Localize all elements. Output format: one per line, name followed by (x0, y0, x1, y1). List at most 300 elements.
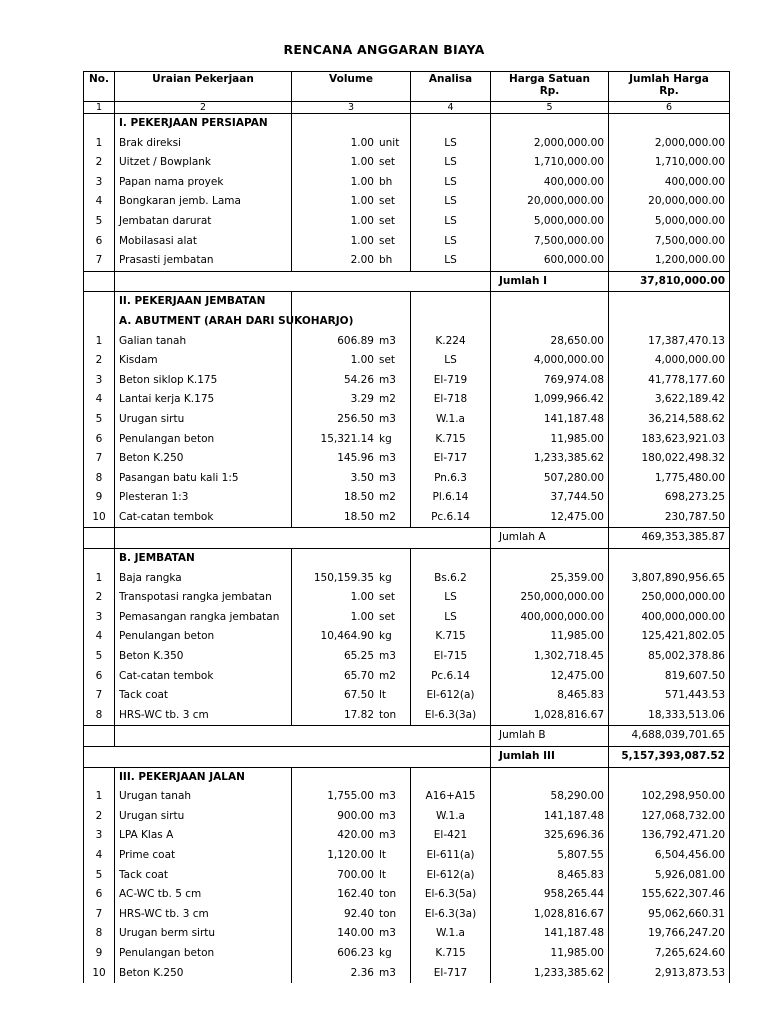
row-no: 6 (84, 667, 115, 687)
volume-wrap (292, 905, 410, 925)
item-total-price: 102,298,950.00 (609, 787, 730, 807)
item-analisa: Pc.6.14 (411, 508, 491, 528)
volume-wrap (292, 706, 410, 726)
volume-wrap (292, 488, 410, 508)
subtotal-spacer (84, 747, 491, 768)
volume-quantity: 92.40 (343, 907, 374, 920)
volume-unit: m2 (379, 510, 396, 523)
item-analisa: El-717 (411, 964, 491, 984)
item-volume (292, 371, 411, 391)
item-analisa: Pl.6.14 (411, 488, 491, 508)
volume-quantity: 150,159.35 (313, 571, 374, 584)
item-total-price: 183,623,921.03 (609, 430, 730, 450)
section-row (84, 292, 730, 312)
empty-cell (491, 767, 609, 787)
item-analisa: El-612(a) (411, 866, 491, 886)
volume-quantity: 3.50 (350, 471, 374, 484)
subtotal-row (84, 726, 730, 747)
item-analisa: El-719 (411, 371, 491, 391)
row-no: 5 (84, 647, 115, 667)
row-no: 6 (84, 885, 115, 905)
table-row (84, 866, 730, 886)
table-row (84, 706, 730, 726)
volume-wrap (292, 449, 410, 469)
item-description: Plesteran 1:3 (115, 488, 292, 508)
item-unit-price: 28,650.00 (491, 332, 609, 352)
item-total-price: 7,500,000.00 (609, 232, 730, 252)
row-no: 3 (84, 173, 115, 193)
table-row (84, 826, 730, 846)
item-unit-price: 5,807.55 (491, 846, 609, 866)
item-total-price: 127,068,732.00 (609, 807, 730, 827)
item-total-price: 36,214,588.62 (609, 410, 730, 430)
item-description: AC-WC tb. 5 cm (115, 885, 292, 905)
volume-quantity: 700.00 (337, 868, 374, 881)
volume-unit: kg (379, 630, 392, 643)
item-unit-price: 5,000,000.00 (491, 212, 609, 232)
item-total-price: 180,022,498.32 (609, 449, 730, 469)
volume-quantity: 1.00 (350, 214, 374, 227)
item-unit-price: 1,028,816.67 (491, 706, 609, 726)
volume-wrap (292, 134, 410, 154)
item-total-price: 19,766,247.20 (609, 924, 730, 944)
item-total-price: 230,787.50 (609, 508, 730, 528)
item-description: Brak direksi (115, 134, 292, 154)
item-unit-price: 7,500,000.00 (491, 232, 609, 252)
item-volume (292, 351, 411, 371)
volume-wrap (292, 232, 410, 252)
row-no (84, 767, 115, 787)
table-row (84, 807, 730, 827)
item-volume (292, 232, 411, 252)
item-volume (292, 686, 411, 706)
volume-unit: m3 (379, 790, 396, 803)
item-description: Tack coat (115, 686, 292, 706)
volume-unit: lt (379, 848, 387, 861)
item-analisa: K.224 (411, 332, 491, 352)
volume-quantity: 18.50 (343, 491, 374, 504)
table-row (84, 410, 730, 430)
header-harga-satuan: Harga Satuan Rp. (491, 72, 609, 102)
table-row (84, 251, 730, 271)
item-unit-price: 4,000,000.00 (491, 351, 609, 371)
section-title: A. ABUTMENT (ARAH DARI SUKOHARJO) (115, 312, 292, 332)
volume-wrap (292, 826, 410, 846)
empty-cell (609, 549, 730, 569)
volume-unit: ton (379, 708, 397, 721)
item-description: Beton siklop K.175 (115, 371, 292, 391)
volume-quantity: 10,464.90 (320, 630, 374, 643)
volume-unit: set (379, 610, 396, 623)
volume-unit: m2 (379, 393, 396, 406)
table-row (84, 667, 730, 687)
subtotal-value: 469,353,385.87 (609, 528, 730, 549)
item-analisa: W.1.a (411, 924, 491, 944)
volume-wrap (292, 371, 410, 391)
item-total-price: 136,792,471.20 (609, 826, 730, 846)
item-analisa: K.715 (411, 430, 491, 450)
volume-unit: set (379, 234, 396, 247)
item-volume (292, 173, 411, 193)
column-number: 1 (84, 102, 115, 114)
item-unit-price: 1,710,000.00 (491, 153, 609, 173)
table-row (84, 449, 730, 469)
volume-unit: m3 (379, 471, 396, 484)
volume-wrap (292, 924, 410, 944)
volume-quantity: 1.00 (350, 610, 374, 623)
empty-cell (292, 549, 411, 569)
volume-wrap (292, 608, 410, 628)
item-volume (292, 608, 411, 628)
row-no: 4 (84, 390, 115, 410)
row-no (84, 312, 115, 332)
item-total-price: 155,622,307.46 (609, 885, 730, 905)
header-analisa: Analisa (411, 72, 491, 102)
row-no: 8 (84, 924, 115, 944)
empty-cell (491, 114, 609, 134)
subtotal-label: Jumlah III (491, 747, 609, 768)
volume-wrap (292, 332, 410, 352)
item-description: Baja rangka (115, 569, 292, 589)
volume-quantity: 67.50 (343, 689, 374, 702)
volume-wrap (292, 569, 410, 589)
subtotal-spacer (84, 271, 115, 292)
item-description: Galian tanah (115, 332, 292, 352)
table-row (84, 885, 730, 905)
item-volume (292, 866, 411, 886)
item-unit-price: 8,465.83 (491, 686, 609, 706)
row-no: 1 (84, 787, 115, 807)
subtotal-value: 37,810,000.00 (609, 271, 730, 292)
row-no: 10 (84, 964, 115, 984)
item-analisa: El-718 (411, 390, 491, 410)
section-title: I. PEKERJAAN PERSIAPAN (115, 114, 292, 134)
subtotal-label: Jumlah A (491, 528, 609, 549)
item-description: Pemasangan rangka jembatan (115, 608, 292, 628)
volume-unit: set (379, 156, 396, 169)
empty-cell (411, 114, 491, 134)
subtotal-spacer (115, 271, 491, 292)
volume-unit: m3 (379, 650, 396, 663)
empty-cell (411, 549, 491, 569)
volume-wrap (292, 944, 410, 964)
item-unit-price: 1,028,816.67 (491, 905, 609, 925)
row-no: 7 (84, 449, 115, 469)
item-total-price: 41,778,177.60 (609, 371, 730, 391)
section-title: B. JEMBATAN (115, 549, 292, 569)
item-total-price: 7,265,624.60 (609, 944, 730, 964)
volume-unit: unit (379, 136, 400, 149)
row-no: 1 (84, 332, 115, 352)
empty-cell (491, 312, 609, 332)
column-number: 2 (115, 102, 292, 114)
volume-quantity: 2.00 (350, 254, 374, 267)
item-analisa: Bs.6.2 (411, 569, 491, 589)
item-total-price: 400,000,000.00 (609, 608, 730, 628)
empty-cell (411, 767, 491, 787)
item-volume (292, 964, 411, 984)
item-volume (292, 588, 411, 608)
item-volume (292, 924, 411, 944)
row-no (84, 292, 115, 312)
column-number: 3 (292, 102, 411, 114)
item-unit-price: 141,187.48 (491, 924, 609, 944)
item-total-price: 18,333,513.06 (609, 706, 730, 726)
volume-quantity: 1.00 (350, 354, 374, 367)
budget-table (83, 71, 730, 983)
volume-wrap (292, 410, 410, 430)
table-row (84, 647, 730, 667)
table-header-row (84, 72, 730, 102)
row-no: 3 (84, 608, 115, 628)
volume-unit: m3 (379, 373, 396, 386)
volume-quantity: 145.96 (337, 452, 374, 465)
item-description: Transpotasi rangka jembatan (115, 588, 292, 608)
header-volume: Volume (292, 72, 411, 102)
empty-cell (491, 549, 609, 569)
item-description: Tack coat (115, 866, 292, 886)
item-volume (292, 885, 411, 905)
volume-unit: set (379, 214, 396, 227)
item-total-price: 95,062,660.31 (609, 905, 730, 925)
item-description: Cat-catan tembok (115, 667, 292, 687)
column-number: 4 (411, 102, 491, 114)
item-volume (292, 905, 411, 925)
table-row (84, 212, 730, 232)
volume-wrap (292, 251, 410, 271)
item-description: Cat-catan tembok (115, 508, 292, 528)
table-row (84, 390, 730, 410)
column-number: 6 (609, 102, 730, 114)
volume-unit: m2 (379, 669, 396, 682)
item-volume (292, 944, 411, 964)
volume-quantity: 17.82 (343, 708, 374, 721)
header-no: No. (84, 72, 115, 102)
volume-quantity: 2.36 (350, 966, 374, 979)
item-analisa: K.715 (411, 944, 491, 964)
volume-wrap (292, 647, 410, 667)
item-unit-price: 958,265.44 (491, 885, 609, 905)
row-no: 9 (84, 488, 115, 508)
item-total-price: 1,710,000.00 (609, 153, 730, 173)
item-analisa: El-6.3(3a) (411, 905, 491, 925)
item-description: Beton K.250 (115, 449, 292, 469)
item-unit-price: 2,000,000.00 (491, 134, 609, 154)
row-no: 4 (84, 846, 115, 866)
item-description: Bongkaran jemb. Lama (115, 192, 292, 212)
item-description: Beton K.350 (115, 647, 292, 667)
volume-unit: m3 (379, 412, 396, 425)
item-analisa: LS (411, 588, 491, 608)
volume-unit: m2 (379, 491, 396, 504)
item-total-price: 1,200,000.00 (609, 251, 730, 271)
subtotal-spacer (115, 528, 491, 549)
item-volume (292, 706, 411, 726)
row-no: 8 (84, 706, 115, 726)
item-unit-price: 1,302,718.45 (491, 647, 609, 667)
volume-wrap (292, 964, 410, 984)
volume-wrap (292, 390, 410, 410)
item-description: Urugan tanah (115, 787, 292, 807)
column-number: 5 (491, 102, 609, 114)
volume-unit: m3 (379, 966, 396, 979)
section-row (84, 549, 730, 569)
item-unit-price: 325,696.36 (491, 826, 609, 846)
empty-cell (609, 292, 730, 312)
table-row (84, 173, 730, 193)
item-description: HRS-WC tb. 3 cm (115, 706, 292, 726)
table-row (84, 627, 730, 647)
table-row (84, 134, 730, 154)
row-no: 5 (84, 410, 115, 430)
column-number-row (84, 102, 730, 114)
volume-wrap (292, 627, 410, 647)
table-row (84, 351, 730, 371)
empty-cell (292, 114, 411, 134)
item-volume (292, 390, 411, 410)
volume-unit: m3 (379, 927, 396, 940)
volume-wrap (292, 846, 410, 866)
table-row (84, 371, 730, 391)
item-unit-price: 12,475.00 (491, 508, 609, 528)
item-total-price: 2,913,873.53 (609, 964, 730, 984)
item-description: Prasasti jembatan (115, 251, 292, 271)
volume-quantity: 65.25 (343, 650, 374, 663)
item-description: Uitzet / Bowplank (115, 153, 292, 173)
item-description: Jembatan darurat (115, 212, 292, 232)
header-uraian: Uraian Pekerjaan (115, 72, 292, 102)
volume-wrap (292, 351, 410, 371)
item-total-price: 85,002,378.86 (609, 647, 730, 667)
item-description: HRS-WC tb. 3 cm (115, 905, 292, 925)
item-analisa: Pc.6.14 (411, 667, 491, 687)
volume-quantity: 54.26 (343, 373, 374, 386)
volume-quantity: 1.00 (350, 136, 374, 149)
item-description: Mobilasasi alat (115, 232, 292, 252)
row-no: 1 (84, 134, 115, 154)
item-volume (292, 212, 411, 232)
item-total-price: 1,775,480.00 (609, 469, 730, 489)
item-volume (292, 846, 411, 866)
item-volume (292, 430, 411, 450)
subtotal-row (84, 747, 730, 768)
row-no: 5 (84, 866, 115, 886)
volume-quantity: 1,755.00 (327, 790, 374, 803)
item-unit-price: 11,985.00 (491, 944, 609, 964)
item-analisa: LS (411, 232, 491, 252)
volume-quantity: 1.00 (350, 234, 374, 247)
item-description: Lantai kerja K.175 (115, 390, 292, 410)
row-no (84, 114, 115, 134)
table-row (84, 787, 730, 807)
item-total-price: 20,000,000.00 (609, 192, 730, 212)
volume-quantity: 18.50 (343, 510, 374, 523)
item-description: Kisdam (115, 351, 292, 371)
volume-wrap (292, 667, 410, 687)
table-row (84, 332, 730, 352)
empty-cell (292, 292, 411, 312)
subtotal-spacer (84, 726, 115, 747)
item-unit-price: 1,099,966.42 (491, 390, 609, 410)
section-row (84, 312, 730, 332)
volume-wrap (292, 173, 410, 193)
item-total-price: 819,607.50 (609, 667, 730, 687)
table-row (84, 964, 730, 984)
item-volume (292, 807, 411, 827)
subtotal-label: Jumlah B (491, 726, 609, 747)
item-volume (292, 508, 411, 528)
table-row (84, 153, 730, 173)
item-unit-price: 769,974.08 (491, 371, 609, 391)
row-no: 6 (84, 430, 115, 450)
item-unit-price: 20,000,000.00 (491, 192, 609, 212)
table-row (84, 905, 730, 925)
volume-unit: kg (379, 432, 392, 445)
empty-cell (411, 292, 491, 312)
item-description: Urugan sirtu (115, 807, 292, 827)
item-unit-price: 37,744.50 (491, 488, 609, 508)
volume-quantity: 606.89 (337, 334, 374, 347)
row-no: 9 (84, 944, 115, 964)
volume-wrap (292, 153, 410, 173)
volume-quantity: 15,321.14 (320, 432, 374, 445)
empty-cell (411, 312, 491, 332)
volume-unit: set (379, 591, 396, 604)
item-unit-price: 141,187.48 (491, 410, 609, 430)
volume-unit: set (379, 195, 396, 208)
row-no: 3 (84, 826, 115, 846)
row-no: 7 (84, 905, 115, 925)
item-unit-price: 1,233,385.62 (491, 449, 609, 469)
item-unit-price: 12,475.00 (491, 667, 609, 687)
item-description: Pasangan batu kali 1:5 (115, 469, 292, 489)
item-analisa: LS (411, 251, 491, 271)
subtotal-spacer (84, 528, 115, 549)
item-description: Penulangan beton (115, 944, 292, 964)
item-volume (292, 469, 411, 489)
item-unit-price: 400,000.00 (491, 173, 609, 193)
item-analisa: El-715 (411, 647, 491, 667)
item-total-price: 3,622,189.42 (609, 390, 730, 410)
table-row (84, 608, 730, 628)
item-unit-price: 58,290.00 (491, 787, 609, 807)
row-no: 8 (84, 469, 115, 489)
item-total-price: 5,926,081.00 (609, 866, 730, 886)
volume-wrap (292, 787, 410, 807)
table-row (84, 924, 730, 944)
volume-quantity: 1.00 (350, 156, 374, 169)
item-total-price: 400,000.00 (609, 173, 730, 193)
volume-quantity: 1,120.00 (327, 848, 374, 861)
item-total-price: 698,273.25 (609, 488, 730, 508)
volume-wrap (292, 430, 410, 450)
item-description: Prime coat (115, 846, 292, 866)
volume-quantity: 900.00 (337, 809, 374, 822)
item-analisa: El-421 (411, 826, 491, 846)
item-total-price: 6,504,456.00 (609, 846, 730, 866)
item-analisa: W.1.a (411, 410, 491, 430)
row-no: 2 (84, 807, 115, 827)
item-description: Urugan berm sirtu (115, 924, 292, 944)
row-no: 2 (84, 153, 115, 173)
item-volume (292, 192, 411, 212)
item-total-price: 250,000,000.00 (609, 588, 730, 608)
volume-unit: lt (379, 689, 387, 702)
item-unit-price: 400,000,000.00 (491, 608, 609, 628)
item-analisa: LS (411, 192, 491, 212)
volume-unit: bh (379, 175, 393, 188)
item-unit-price: 600,000.00 (491, 251, 609, 271)
